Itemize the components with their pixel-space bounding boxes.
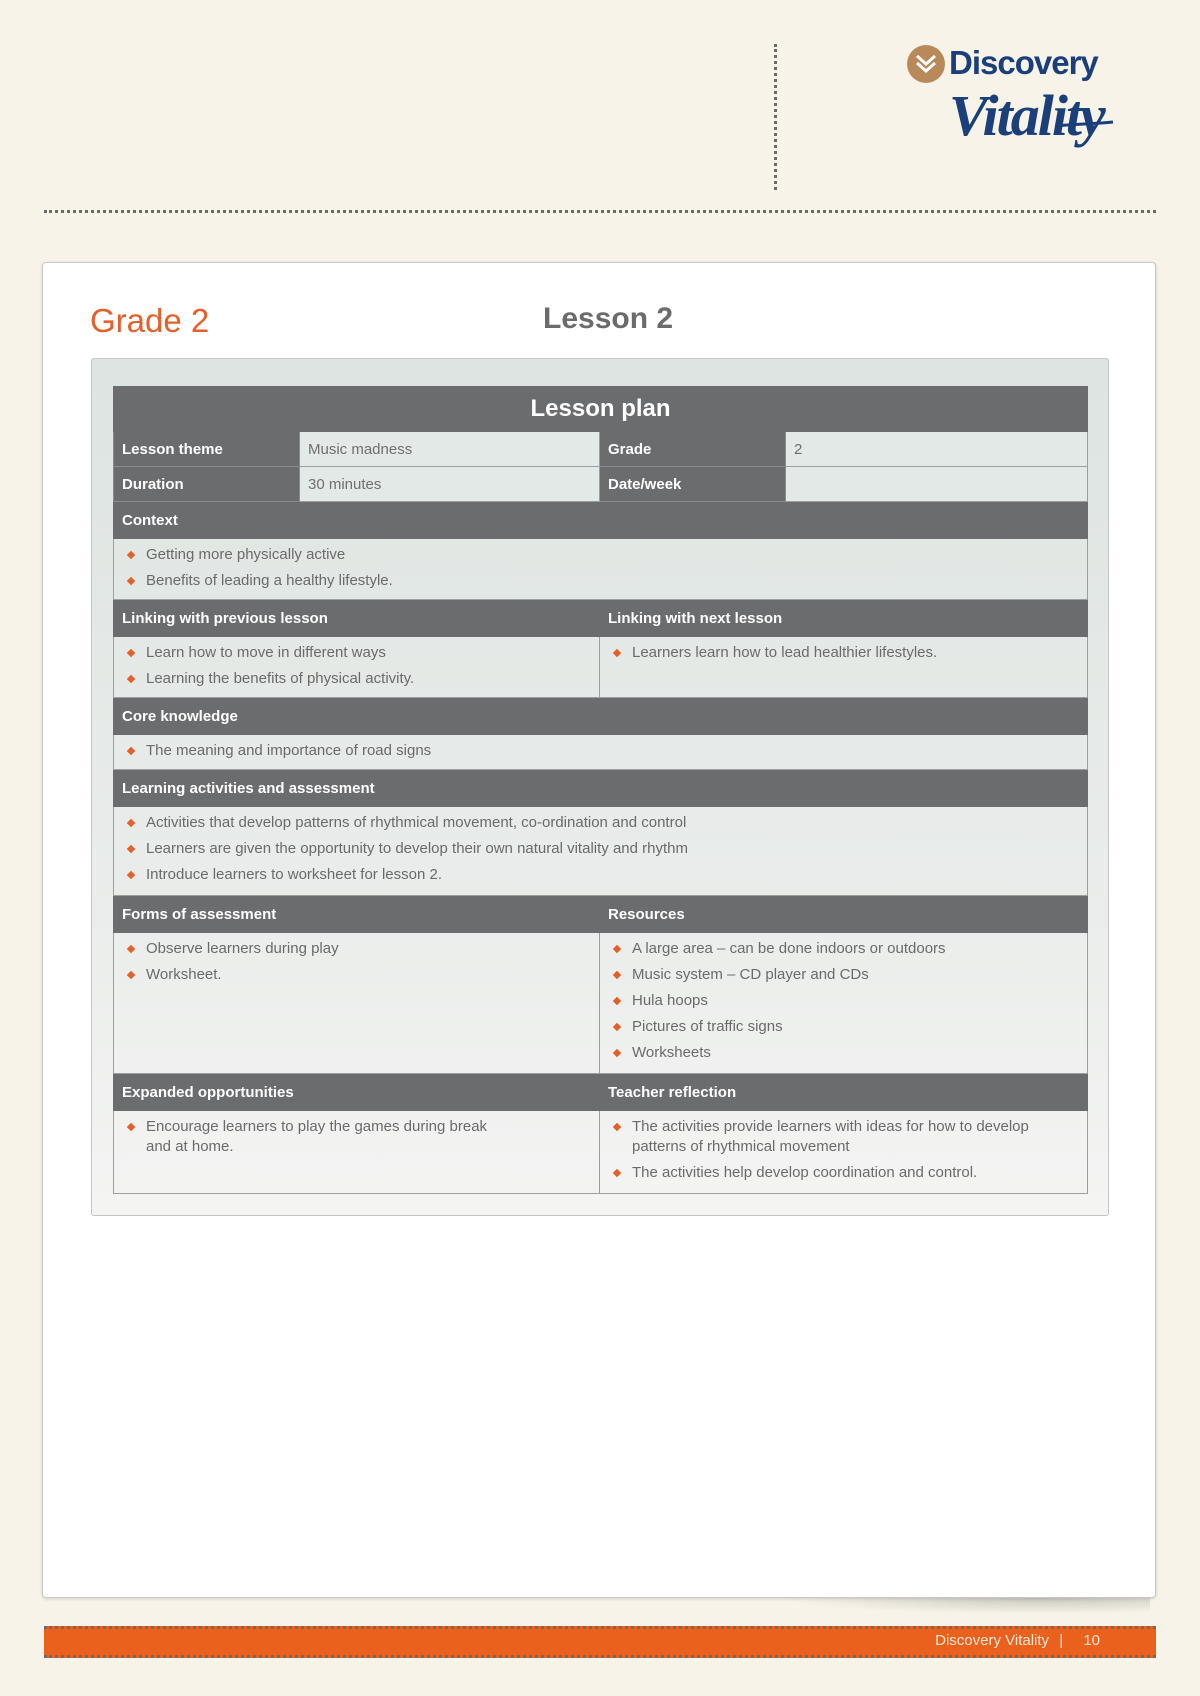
context-body [114, 539, 1088, 600]
resources-body [600, 933, 1088, 1074]
discovery-badge-icon [907, 45, 945, 83]
list-item: The meaning and importance of road signs [122, 741, 1079, 761]
lesson-theme-label: Lesson theme [114, 432, 300, 467]
footer-brand: Discovery Vitality [935, 1632, 1050, 1649]
forms-of-assessment-body [114, 933, 600, 1074]
list-item: Pictures of traffic signs [608, 1017, 1079, 1037]
lesson-heading: Lesson 2 [543, 302, 674, 335]
list-item: Music system – CD player and CDs [608, 965, 1079, 985]
footer-bar [44, 1626, 1156, 1658]
footer-separator: | [1059, 1632, 1064, 1649]
footer-text [935, 1632, 1100, 1649]
learning-activities-header: Learning activities and assessment [114, 770, 1088, 807]
previous-lesson-header: Linking with previous lesson [114, 600, 600, 637]
date-week-label: Date/week [600, 467, 786, 502]
list-item: Learn how to move in different ways [122, 643, 591, 663]
lesson-plan-table [113, 386, 1088, 1194]
learning-activities-body [114, 807, 1088, 896]
grade-value: 2 [786, 432, 1088, 467]
core-knowledge-header: Core knowledge [114, 698, 1088, 735]
page-curl-shadow [780, 1598, 1150, 1614]
header-divider-horizontal [44, 210, 1156, 213]
list-item: Worksheet. [122, 965, 591, 985]
discovery-vitality-logo [905, 42, 1115, 177]
previous-lesson-body [114, 637, 600, 698]
list-item: The activities provide learners with ideas for how to develop patterns of rhythmical movement [608, 1117, 1079, 1157]
list-item: Activities that develop patterns of rhythmical movement, co-ordination and control [122, 813, 1079, 833]
duration-label: Duration [114, 467, 300, 502]
grade-label: Grade [600, 432, 786, 467]
next-lesson-body [600, 637, 1088, 698]
page-number: 10 [1083, 1632, 1100, 1649]
list-item: Worksheets [608, 1043, 1079, 1063]
duration-value: 30 minutes [300, 467, 600, 502]
expanded-opportunities-body [114, 1111, 600, 1194]
grade-heading: Grade 2 [90, 302, 210, 339]
expanded-opportunities-header: Expanded opportunities [114, 1074, 600, 1111]
list-item: Getting more physically active [122, 545, 1079, 565]
list-item: Introduce learners to worksheet for lesson 2. [122, 865, 1079, 885]
core-knowledge-body [114, 735, 1088, 770]
list-item: A large area – can be done indoors or outdoors [608, 939, 1079, 959]
context-header: Context [114, 502, 1088, 539]
list-item: Learning the benefits of physical activity. [122, 669, 591, 689]
list-item: Observe learners during play [122, 939, 591, 959]
lesson-plan-title: Lesson plan [114, 387, 1088, 432]
forms-of-assessment-header: Forms of assessment [114, 896, 600, 933]
logo-discovery-text: Discovery [949, 44, 1098, 81]
list-item: The activities help develop coordination and control. [608, 1163, 1079, 1183]
list-item: Encourage learners to play the games during break and at home. [122, 1117, 501, 1157]
logo-vitality-text: Vitality [949, 83, 1104, 148]
list-item: Benefits of leading a healthy lifestyle. [122, 571, 1079, 591]
logo-swoosh-icon [1055, 112, 1115, 132]
header-divider-vertical [774, 44, 777, 190]
list-item: Hula hoops [608, 991, 1079, 1011]
teacher-reflection-header: Teacher reflection [600, 1074, 1088, 1111]
list-item: Learners learn how to lead healthier lifestyles. [608, 643, 1079, 663]
next-lesson-header: Linking with next lesson [600, 600, 1088, 637]
teacher-reflection-body [600, 1111, 1088, 1194]
list-item: Learners are given the opportunity to develop their own natural vitality and rhythm [122, 839, 1079, 859]
lesson-theme-value: Music madness [300, 432, 600, 467]
resources-header: Resources [600, 896, 1088, 933]
date-week-value [786, 467, 1088, 502]
